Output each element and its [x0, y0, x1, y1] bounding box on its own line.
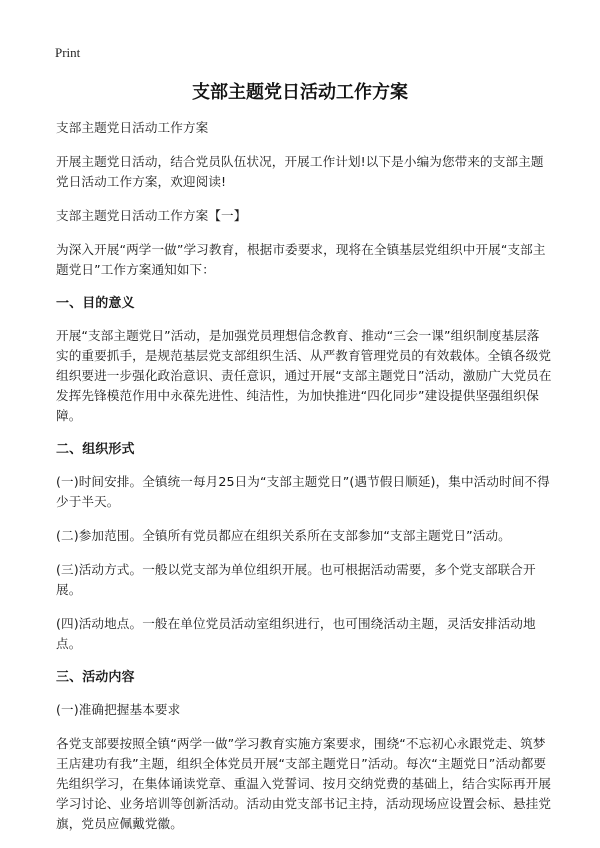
document-body [56, 118, 552, 848]
content-subheading: (一)准确把握基本要求 [56, 702, 181, 717]
organization-item-location: (四)活动地点。一般在单位党员活动室组织进行，也可围绕活动主题，灵活安排活动地点。 [56, 616, 536, 651]
intro-paragraph: 开展主题党日活动，结合党员队伍状况，开展工作计划!以下是小编为您带来的支部主题党日活动工作方案，欢迎阅读! [56, 154, 544, 189]
organization-item-time: (一)时间安排。全镇统一每月25日为“支部主题党日”(遇节假日顺延)，集中活动时间不得少于半天。 [56, 474, 550, 509]
page-title: 支部主题党日活动工作方案 [192, 82, 408, 103]
content-paragraph: 各党支部要按照全镇“两学一做”学习教育实施方案要求，围绕“不忘初心永跟党走、筑梦王店建功有我”主题，组织全体党员开展“支部主题党日”活动。每次“主题党日”活动都要先组织学习，在集体诵读党章、重温入党誓词、按月交纳党费的基础上，结合实际再开展学习讨论、业务培训等创新活动。活动由党支部书记主持，活动现场应设置会标、悬挂党旗，党员应佩戴党徽。 [56, 736, 552, 831]
organization-item-method: (三)活动方式。一般以党支部为单位组织开展。也可根据活动需要，多个党支部联合开展。 [56, 562, 536, 597]
notice-paragraph: 为深入开展“两学一做”学习教育，根据市委要求，现将在全镇基层党组织中开展“支部主题党日”工作方案通知如下： [56, 242, 546, 277]
print-link[interactable]: Print [55, 45, 81, 60]
organization-item-scope: (二)参加范围。全镇所有党员都应在组织关系所在支部参加“支部主题党日”活动。 [56, 528, 511, 543]
purpose-paragraph: 开展“支部主题党日”活动，是加强党员理想信念教育、推动“三会一课”组织制度基层落实的重要抓手，是规范基层党支部组织生活、从严教育管理党员的有效载体。全镇各级党组织要进一步强化政治意识、责任意识，通过开展“支部主题党日”活动，激励广大党员在发挥先锋模范作用中永葆先进性、纯洁性，为加快推进“四化同步”建设提供坚强组织保障。 [56, 328, 552, 423]
document-subtitle: 支部主题党日活动工作方案 [56, 120, 209, 135]
section-heading-organization: 二、组织形式 [56, 442, 135, 457]
section-heading-purpose: 一、目的意义 [56, 296, 135, 311]
section-heading-content: 三、活动内容 [56, 670, 135, 685]
part-heading: 支部主题党日活动工作方案【一】 [56, 208, 247, 223]
